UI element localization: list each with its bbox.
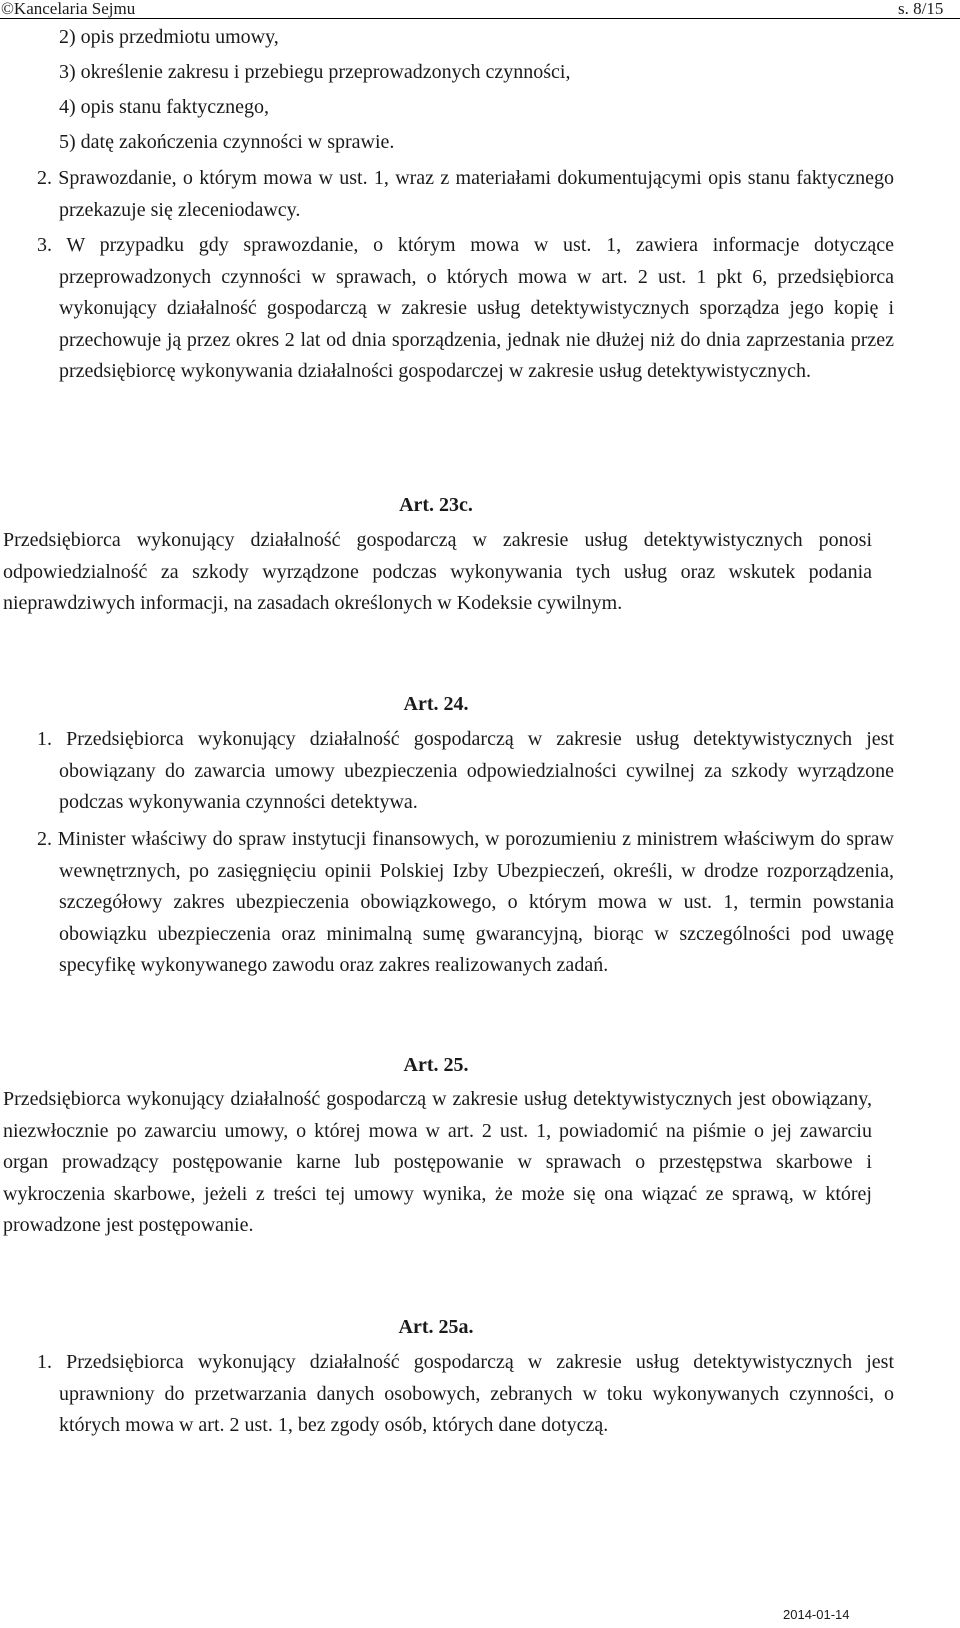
paragraph-3: 3. W przypadku gdy sprawozdanie, o którym mowa w ust. 1, zawiera informacje dotyczące przeprowadzonych czynności w sprawach, o których mowa w art. 2 ust. 1 pkt 6, przedsiębiorca wykonujący działalność gospodarczą w zakresie usług detektywistycznych sporządza jego kopię i przechowuje ją przez okres 2 lat od dnia sporządzenia, jednak nie dłużej niż do dnia zaprzestania przez przedsiębiorcę wykonywania działalności gospodarczej w zakresie usług detektywistycznych.	[37, 234, 894, 382]
paragraph-2: 2. Sprawozdanie, o którym mowa w ust. 1, wraz z materiałami dokumentującymi opis stanu faktycznego przekazuje się zleceniodawcy.	[37, 167, 894, 221]
article-text-23c: Przedsiębiorca wykonujący działalność gospodarczą w zakresie usług detektywistycznych ponosi odpowiedzialność za szkody wyrządzone podczas wykonywania tych usług oraz wskutek podania nieprawdziwych informacji, na zasadach określonych w Kodeksie cywilnym.	[3, 529, 872, 614]
header-divider	[0, 18, 960, 19]
article-24-paragraph-2: 2. Minister właściwy do spraw instytucji finansowych, w porozumieniu z ministrem właściwym do spraw wewnętrznych, po zasięgnięciu opinii Polskiej Izby Ubezpieczeń, określi, w drodze rozporządzenia, szczegółowy zakres ubezpieczenia obowiązkowego, o którym mowa w ust. 1, termin powstania obowiązku ubezpieczenia oraz minimalną sumę gwarancyjną, biorąc w szczególności pod uwagę specyfikę wykonywanego zawodu oraz zakres realizowanych zadań.	[37, 828, 894, 976]
article-heading-24: Art. 24.	[403, 693, 469, 715]
article-25a-paragraph-1: 1. Przedsiębiorca wykonujący działalność gospodarczą w zakresie usług detektywistycznych jest uprawniony do przetwarzania danych osobowych, zebranych w toku wykonywanych czynności, o których mowa w art. 2 ust. 1, bez zgody osób, których dane dotyczą.	[37, 1351, 894, 1436]
article-text-25: Przedsiębiorca wykonujący działalność gospodarczą w zakresie usług detektywistycznych jest obowiązany, niezwłocznie po zawarciu umowy, o której mowa w art. 2 ust. 1, powiadomić na piśmie o jej zawarciu organ prowadzący postępowanie karne lub postępowanie w sprawach o przestępstwa skarbowe i wykroczenia skarbowe, jeżeli z treści tej umowy wynika, że może się ona wiązać ze sprawą, w której prowadzone jest postępowanie.	[3, 1088, 872, 1236]
article-24-paragraph-1: 1. Przedsiębiorca wykonujący działalność gospodarczą w zakresie usług detektywistycznych jest obowiązany do zawarcia umowy ubezpieczenia odpowiedzialności cywilnej za szkody wyrządzone podczas wykonywania czynności detektywa.	[37, 728, 894, 813]
page-number: s. 8/15	[898, 0, 944, 18]
article-heading-23c: Art. 23c.	[399, 494, 473, 516]
footer-date: 2014-01-14	[783, 1607, 850, 1622]
article-heading-25a: Art. 25a.	[398, 1316, 474, 1338]
list-item-4: 4) opis stanu faktycznego,	[59, 96, 269, 118]
list-item-5: 5) datę zakończenia czynności w sprawie.	[59, 131, 395, 153]
list-item-3: 3) określenie zakresu i przebiegu przeprowadzonych czynności,	[59, 61, 571, 83]
copyright-label: ©Kancelaria Sejmu	[1, 0, 136, 18]
list-item-2: 2) opis przedmiotu umowy,	[59, 26, 279, 48]
article-heading-25: Art. 25.	[403, 1054, 469, 1076]
